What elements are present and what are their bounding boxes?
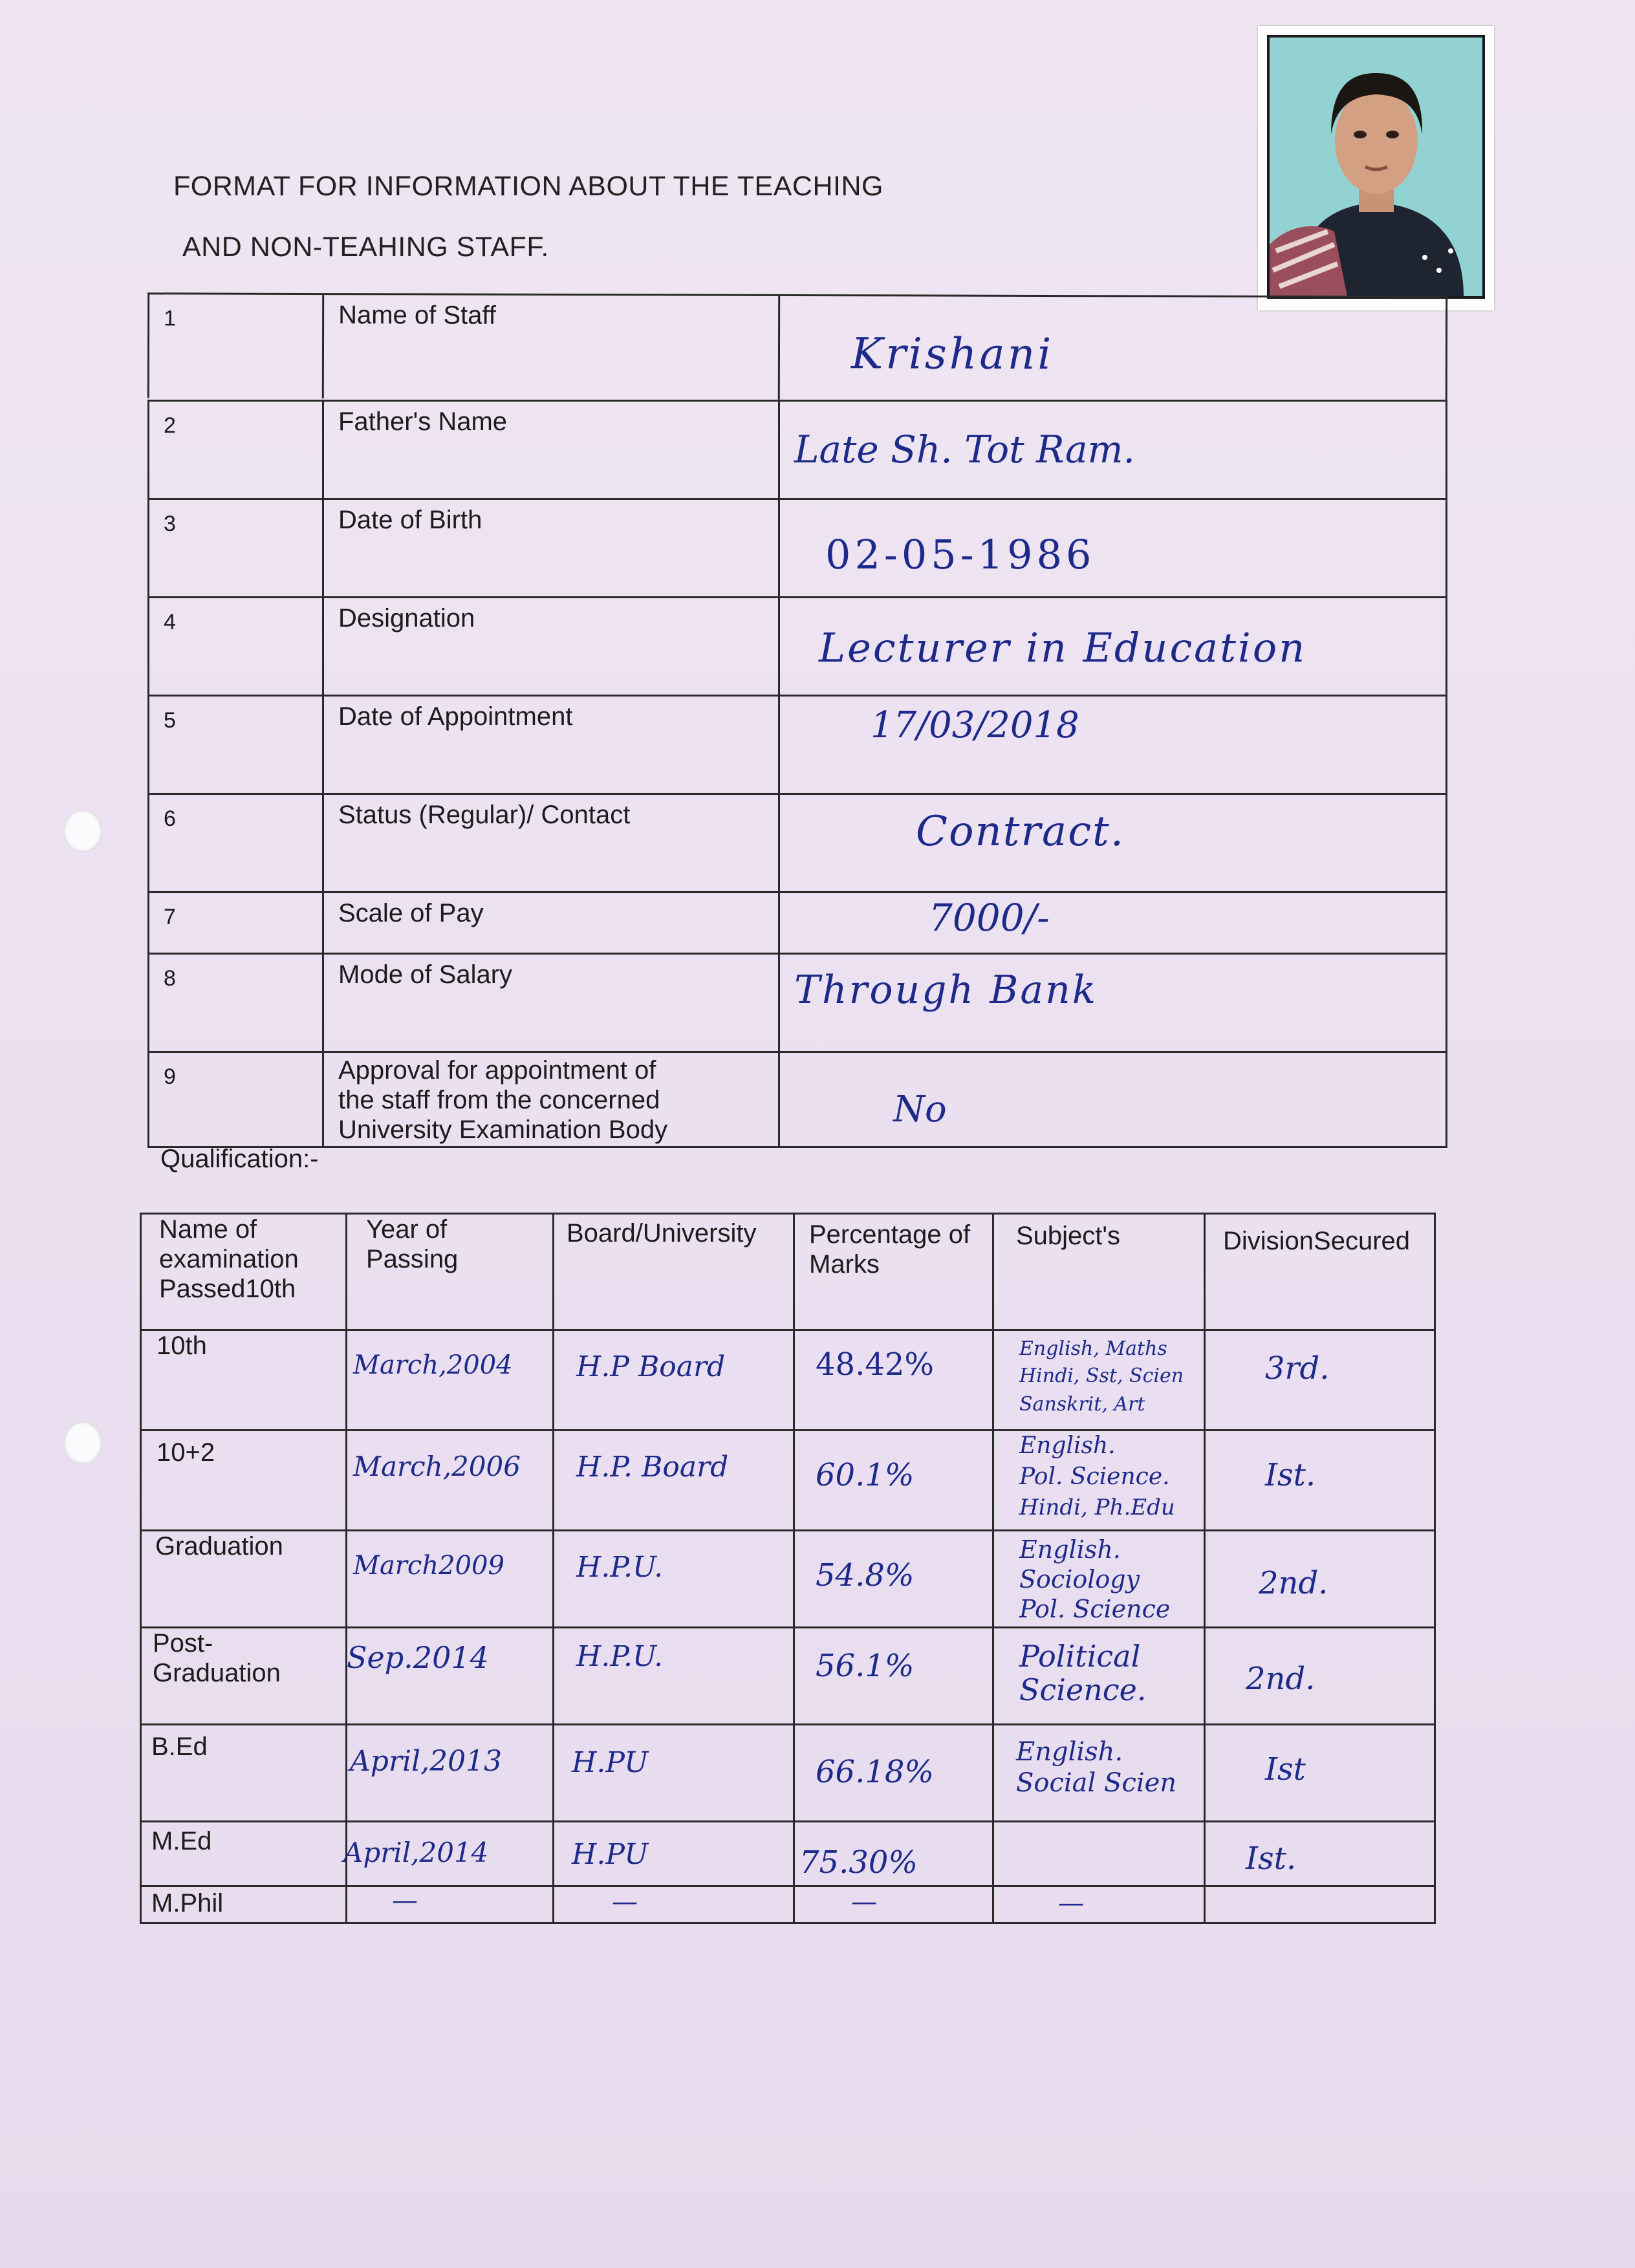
table-column-divider bbox=[345, 1213, 347, 1922]
row-number: 5 bbox=[164, 708, 176, 733]
year-of-passing: March,2006 bbox=[353, 1451, 521, 1482]
field-label-scale-of-pay: Scale of Pay bbox=[338, 899, 484, 927]
exam-name: Graduation bbox=[155, 1532, 283, 1561]
info-row-5 bbox=[147, 695, 1447, 793]
row-number: 9 bbox=[164, 1064, 176, 1089]
subjects-line3: Hindi, Ph.Edu bbox=[1019, 1495, 1175, 1520]
board-university: — bbox=[612, 1887, 638, 1917]
header-exam-line1: Name of bbox=[159, 1215, 257, 1244]
field-label-mode-of-salary: Mode of Salary bbox=[338, 960, 513, 989]
person-portrait-icon bbox=[1270, 38, 1482, 296]
field-value-dob: 02-05-1986 bbox=[825, 531, 1096, 578]
field-label-dob: Date of Birth bbox=[338, 506, 482, 534]
percentage: 75.30% bbox=[799, 1844, 918, 1881]
row-number: 3 bbox=[164, 512, 176, 536]
header-percentage-line2: Marks bbox=[809, 1250, 880, 1279]
table-border-left bbox=[140, 1213, 142, 1922]
qualification-header-row bbox=[140, 1213, 1436, 1331]
qualification-row bbox=[140, 1529, 1436, 1628]
exam-name: 10th bbox=[157, 1332, 207, 1360]
field-label-father-name: Father's Name bbox=[338, 407, 508, 436]
field-label-status: Status (Regular)/ Contact bbox=[338, 801, 631, 829]
percentage: 56.1% bbox=[816, 1648, 915, 1684]
field-value-designation: Lecturer in Education bbox=[819, 624, 1307, 671]
field-value-status: Contract. bbox=[916, 808, 1125, 856]
field-label-approval-line1: Approval for appointment of bbox=[338, 1056, 656, 1085]
year-of-passing: March,2004 bbox=[353, 1350, 513, 1380]
info-row-7 bbox=[147, 891, 1447, 953]
board-university: H.P Board bbox=[576, 1350, 726, 1383]
punch-hole-bottom bbox=[63, 1421, 102, 1464]
header-year-line2: Passing bbox=[366, 1245, 459, 1273]
info-row-4 bbox=[147, 596, 1447, 695]
qualification-row bbox=[140, 1329, 1436, 1431]
subjects-line1: English. bbox=[1016, 1737, 1123, 1767]
header-percentage-line1: Percentage of bbox=[809, 1220, 971, 1249]
field-label-appointment-date: Date of Appointment bbox=[338, 702, 573, 731]
board-university: H.P.U. bbox=[576, 1640, 664, 1673]
qualification-row bbox=[140, 1820, 1436, 1887]
field-label-approval-line3: University Examination Body bbox=[338, 1116, 668, 1144]
subjects-line2: Social Scien bbox=[1016, 1768, 1177, 1798]
table-border-right bbox=[1434, 1213, 1436, 1922]
info-row-6 bbox=[147, 793, 1447, 891]
table-column-divider bbox=[1204, 1213, 1206, 1922]
subjects-line1: English. bbox=[1019, 1535, 1121, 1564]
percentage: 60.1% bbox=[816, 1457, 915, 1493]
info-row-2 bbox=[147, 400, 1447, 498]
header-board: Board/University bbox=[567, 1219, 757, 1247]
table-column-divider bbox=[992, 1213, 994, 1922]
form-heading-line1: FORMAT FOR INFORMATION ABOUT THE TEACHING bbox=[173, 171, 883, 202]
row-number: 4 bbox=[164, 610, 176, 634]
field-value-approval: No bbox=[893, 1088, 947, 1130]
board-university: H.PU bbox=[572, 1746, 649, 1779]
exam-name: B.Ed bbox=[151, 1733, 208, 1761]
percentage: 48.42% bbox=[816, 1346, 935, 1383]
info-row-3 bbox=[147, 498, 1447, 596]
field-label-name: Name of Staff bbox=[338, 301, 497, 330]
year-of-passing: — bbox=[392, 1886, 418, 1916]
field-value-father-name: Late Sh. Tot Ram. bbox=[794, 427, 1135, 471]
row-number: 6 bbox=[164, 806, 176, 831]
punch-hole-top bbox=[63, 810, 102, 852]
percentage: — bbox=[851, 1887, 877, 1917]
board-university: H.P.U. bbox=[576, 1551, 664, 1584]
field-value-appointment-date: 17/03/2018 bbox=[871, 704, 1079, 746]
passport-photo-frame bbox=[1258, 26, 1494, 310]
subjects-line2: Science. bbox=[1019, 1672, 1147, 1707]
division-secured: Ist bbox=[1265, 1751, 1306, 1787]
field-value-mode-of-salary: Through Bank bbox=[794, 967, 1098, 1013]
passport-photo bbox=[1267, 35, 1485, 299]
field-label-approval-line2: the staff from the concerned bbox=[338, 1086, 660, 1114]
board-university: H.PU bbox=[572, 1838, 649, 1871]
subjects-line2: Hindi, Sst, Scien bbox=[1019, 1365, 1184, 1387]
year-of-passing: April,2014 bbox=[343, 1837, 489, 1868]
year-of-passing: March2009 bbox=[353, 1551, 504, 1581]
header-exam-line3: Passed10th bbox=[159, 1275, 296, 1303]
subjects-line2: Pol. Science. bbox=[1019, 1463, 1170, 1490]
qualification-row bbox=[140, 1885, 1436, 1924]
qualification-row bbox=[140, 1723, 1436, 1822]
exam-name: 10+2 bbox=[157, 1438, 215, 1467]
year-of-passing: April,2013 bbox=[350, 1745, 503, 1778]
exam-name: M.Phil bbox=[151, 1889, 224, 1917]
subjects-line1: — bbox=[1058, 1888, 1084, 1918]
header-exam-line2: examination bbox=[159, 1245, 299, 1273]
qualification-label: Qualification:- bbox=[160, 1145, 319, 1173]
division-secured: Ist. bbox=[1265, 1457, 1316, 1493]
field-value-name: Krishani bbox=[850, 329, 1054, 380]
table-column-divider bbox=[793, 1213, 795, 1922]
subjects-line3: Sanskrit, Art bbox=[1019, 1393, 1145, 1416]
subjects-line2: Sociology bbox=[1019, 1565, 1140, 1593]
row-number: 2 bbox=[164, 413, 176, 438]
row-number: 1 bbox=[164, 306, 177, 331]
division-secured: Ist. bbox=[1246, 1841, 1297, 1877]
division-secured: 2nd. bbox=[1246, 1661, 1316, 1697]
year-of-passing: Sep.2014 bbox=[347, 1640, 489, 1675]
subjects-line3: Pol. Science bbox=[1019, 1595, 1171, 1623]
subjects-line1: English. bbox=[1019, 1432, 1116, 1459]
exam-name: M.Ed bbox=[151, 1827, 212, 1855]
exam-name-line2: Graduation bbox=[153, 1659, 281, 1687]
qualification-row bbox=[140, 1429, 1436, 1531]
header-subjects: Subject's bbox=[1016, 1222, 1121, 1250]
form-heading-line2: AND NON-TEAHING STAFF. bbox=[182, 232, 549, 263]
table-column-divider bbox=[552, 1213, 554, 1922]
subjects-line1: English, Maths bbox=[1019, 1337, 1167, 1360]
exam-name-line1: Post- bbox=[153, 1629, 213, 1658]
qualification-row bbox=[140, 1626, 1436, 1725]
info-row-1 bbox=[147, 292, 1447, 401]
info-row-8 bbox=[147, 953, 1447, 1051]
division-secured: 3rd. bbox=[1265, 1350, 1330, 1387]
subjects-line1: Political bbox=[1019, 1639, 1141, 1674]
header-division: DivisionSecured bbox=[1223, 1227, 1411, 1255]
header-year-line1: Year of bbox=[366, 1215, 448, 1244]
percentage: 66.18% bbox=[816, 1754, 935, 1790]
field-value-scale-of-pay: 7000/- bbox=[929, 896, 1050, 940]
row-number: 8 bbox=[164, 966, 176, 991]
row-number: 7 bbox=[164, 905, 176, 929]
division-secured: 2nd. bbox=[1259, 1565, 1328, 1601]
info-row-9 bbox=[147, 1051, 1447, 1148]
field-label-designation: Designation bbox=[338, 604, 475, 632]
percentage: 54.8% bbox=[816, 1557, 915, 1593]
board-university: H.P. Board bbox=[576, 1451, 729, 1484]
